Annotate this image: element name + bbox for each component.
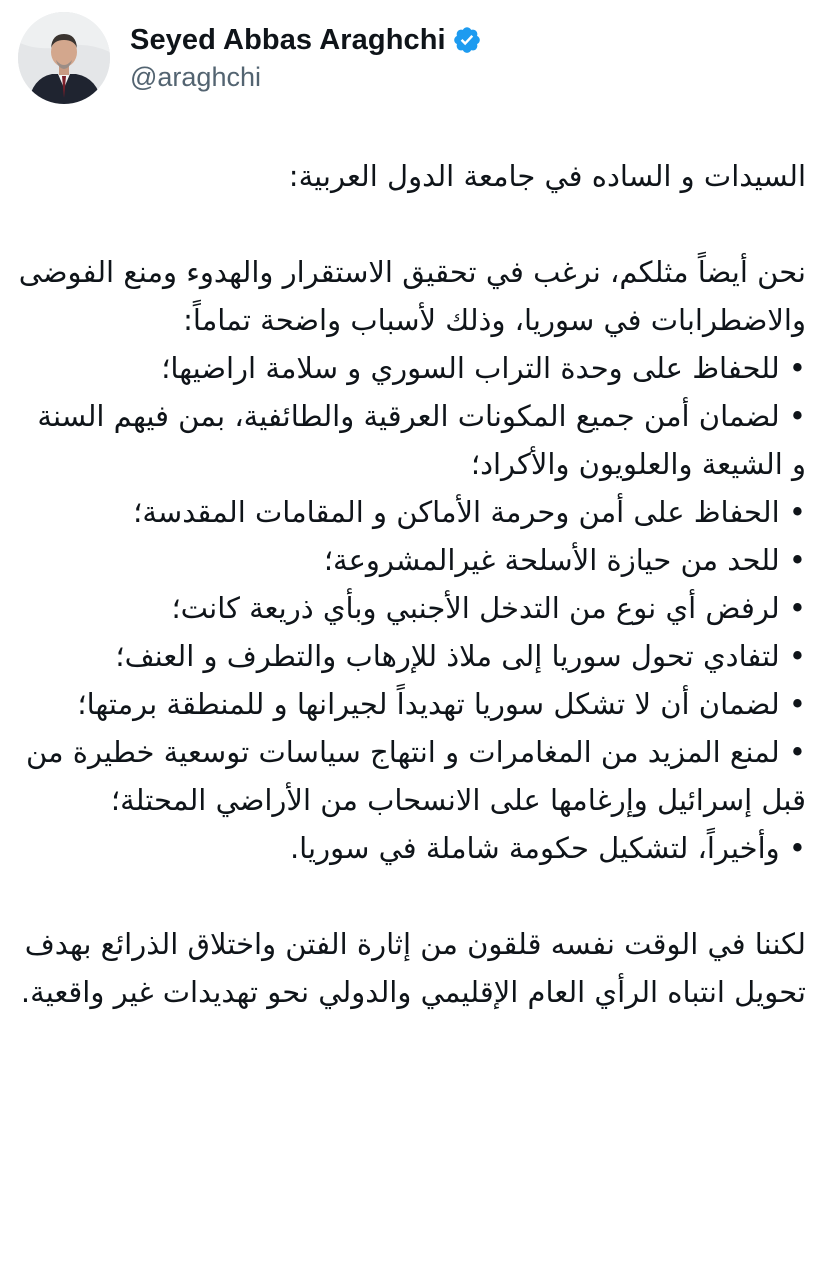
paragraph-gap xyxy=(18,200,806,248)
list-item: • لتفادي تحول سوريا إلى ملاذ للإرهاب والتطرف و العنف؛ xyxy=(115,639,806,673)
tweet-text xyxy=(18,152,806,1016)
tweet-header xyxy=(18,10,482,106)
list-item: • للحفاظ على وحدة التراب السوري و سلامة اراضيها؛ xyxy=(161,351,806,385)
list-item: • لرفض أي نوع من التدخل الأجنبي وبأي ذريعة كانت؛ xyxy=(171,591,806,625)
author-names xyxy=(130,22,482,94)
list-item: • الحفاظ على أمن وحرمة الأماكن و المقامات المقدسة؛ xyxy=(133,495,806,529)
verified-badge-icon xyxy=(452,25,482,55)
tweet-greeting: السيدات و الساده في جامعة الدول العربية: xyxy=(288,159,806,193)
display-name[interactable]: Seyed Abbas Araghchi xyxy=(130,24,446,56)
reasons-list xyxy=(18,344,806,872)
profile-photo-icon xyxy=(18,12,110,104)
avatar[interactable] xyxy=(18,12,110,104)
author-handle[interactable]: @araghchi xyxy=(130,62,261,92)
list-item: • لضمان أن لا تشكل سوريا تهديداً لجيرانها و للمنطقة برمتها؛ xyxy=(77,687,806,721)
list-item: • لضمان أمن جميع المكونات العرقية والطائفية، بمن فيهم السنة و الشيعة والعلويون والأكراد؛ xyxy=(37,399,806,481)
paragraph-gap xyxy=(18,872,806,920)
list-item: • للحد من حيازة الأسلحة غيرالمشروعة؛ xyxy=(323,543,806,577)
tweet-intro: نحن أيضاً مثلكم، نرغب في تحقيق الاستقرار والهدوء ومنع الفوضى والاضطرابات في سوريا، وذلك لأسباب واضحة تماماً: xyxy=(18,255,806,337)
tweet-closing: لكننا في الوقت نفسه قلقون من إثارة الفتن واختلاق الذرائع بهدف تحويل انتباه الرأي العام الإقليمي والدولي نحو تهديدات غير واقعية. xyxy=(20,927,806,1009)
list-item: • وأخيراً، لتشكيل حكومة شاملة في سوريا. xyxy=(289,831,806,865)
list-item: • لمنع المزيد من المغامرات و انتهاج سياسات توسعية خطيرة من قبل إسرائيل وإرغامها على الانسحاب من الأراضي المحتلة؛ xyxy=(25,735,806,817)
name-row xyxy=(130,22,482,58)
